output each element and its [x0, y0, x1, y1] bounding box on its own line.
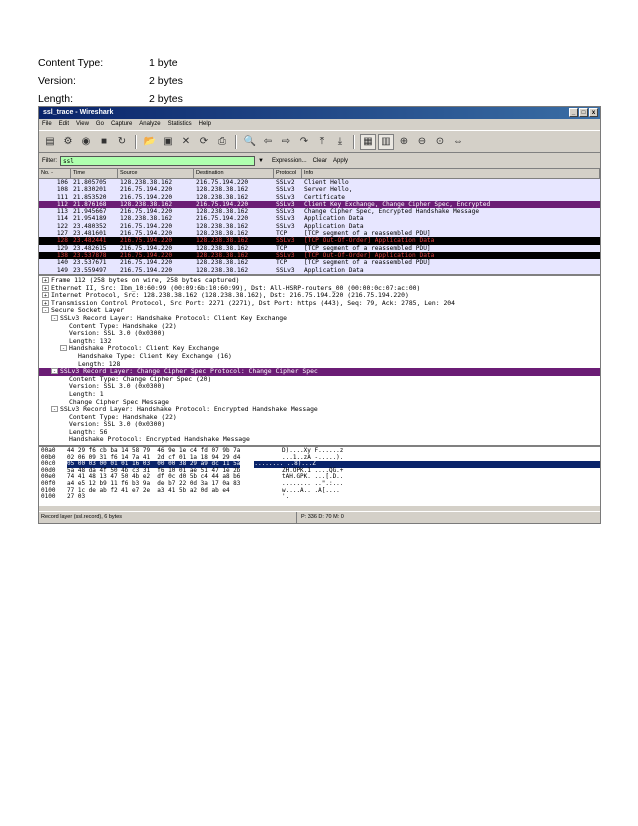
- menu-statistics[interactable]: Statistics: [167, 121, 192, 127]
- detail-line[interactable]: [39, 421, 600, 429]
- packet-source: 128.238.38.162: [120, 200, 173, 208]
- packet-row[interactable]: [39, 186, 600, 193]
- collapse-icon[interactable]: -: [52, 407, 56, 414]
- packet-no: 112: [56, 200, 68, 208]
- wireshark-window: [38, 106, 601, 524]
- packet-protocol: SSLv3: [276, 200, 295, 208]
- packet-row[interactable]: [39, 267, 600, 274]
- packet-info: [TCP segment of a reassembled PDU]: [304, 244, 431, 252]
- packet-time: 21.876168: [73, 200, 107, 208]
- packet-protocol: SSLv3: [276, 266, 295, 274]
- main-toolbar: [39, 130, 600, 153]
- menu-bar: [39, 119, 600, 130]
- packet-no: 111: [56, 193, 68, 201]
- column-time[interactable]: Time: [71, 169, 118, 178]
- hex-ascii[interactable]: ...1..zA -.....).: [282, 453, 344, 461]
- detail-text: SSLv3 Record Layer: Handshake Protocol: Client Key Exchange: [60, 313, 288, 322]
- packet-row[interactable]: [39, 237, 600, 244]
- doc-field-label: Content Type:: [38, 57, 104, 69]
- go-first-icon[interactable]: ⤒: [319, 136, 325, 147]
- packet-details-tree: [39, 276, 600, 447]
- column-info[interactable]: Info: [302, 169, 600, 178]
- hex-offset: 00b0: [41, 453, 56, 461]
- expand-icon[interactable]: +: [43, 278, 47, 284]
- packet-list: [39, 179, 600, 276]
- start-capture-icon[interactable]: ◉: [81, 136, 91, 147]
- packet-source: 216.75.194.220: [120, 186, 173, 194]
- print-icon[interactable]: ⎙: [218, 136, 226, 147]
- packet-protocol: TCP: [276, 230, 288, 238]
- hex-offset: 00d0: [41, 466, 56, 474]
- toolbar-separator: [353, 135, 355, 149]
- packet-no: 129: [56, 244, 68, 252]
- detail-text: Handshake Protocol: Client Key Exchange: [69, 344, 220, 353]
- packet-protocol: SSLv3: [276, 251, 295, 259]
- menu-help[interactable]: Help: [198, 121, 212, 127]
- packet-time: 23.480352: [73, 222, 107, 230]
- packet-source: 128.238.38.162: [120, 179, 173, 186]
- packet-destination: 128.238.38.162: [196, 237, 249, 245]
- packet-info: [TCP Out-Of-Order] Application Data: [304, 251, 435, 259]
- hex-bytes[interactable]: 05 00 03 00 01 01 16 03 00 00 38 29 a9 dc 11 5a: [67, 460, 241, 468]
- packet-no: 108: [56, 186, 68, 194]
- packet-time: 23.482615: [73, 244, 107, 252]
- packet-time: 21.945667: [73, 208, 107, 216]
- packet-info: Application Data: [304, 215, 364, 223]
- detail-text: Content Type: Handshake (22): [69, 321, 177, 330]
- packet-destination: 128.238.38.162: [196, 266, 249, 274]
- column-protocol[interactable]: Protocol: [274, 169, 302, 178]
- expand-icon[interactable]: +: [43, 293, 47, 300]
- hex-row: [39, 488, 600, 495]
- detail-text: Secure Socket Layer: [51, 306, 125, 315]
- detail-text: Content Type: Handshake (22): [69, 412, 177, 421]
- detail-text: SSLv3 Record Layer: Handshake Protocol: Encrypted Handshake Message: [60, 405, 318, 414]
- column-source[interactable]: Source: [118, 169, 194, 178]
- packet-time: 23.537878: [73, 251, 107, 259]
- detail-line[interactable]: [39, 383, 600, 391]
- menu-go[interactable]: Go: [95, 121, 104, 127]
- packet-source: 216.75.194.220: [120, 230, 173, 238]
- detail-line[interactable]: [39, 353, 600, 361]
- packet-time: 23.481601: [73, 230, 107, 238]
- packet-destination: 216.75.194.220: [196, 179, 249, 186]
- interface-list-icon[interactable]: ▤: [45, 136, 55, 147]
- go-to-packet-icon[interactable]: ↷: [299, 136, 309, 147]
- detail-text: Length: 128: [78, 359, 121, 368]
- packet-destination: 128.238.38.162: [196, 244, 249, 252]
- packet-no: 138: [56, 251, 68, 259]
- detail-text: Length: 1: [69, 389, 104, 398]
- packet-no: 114: [56, 215, 68, 223]
- packet-row[interactable]: [39, 194, 600, 201]
- hex-ascii[interactable]: ........ ..8)...Z: [254, 461, 600, 468]
- detail-text: Length: 56: [69, 427, 108, 436]
- status-bar: [39, 511, 600, 523]
- detail-text: Version: SSL 3.0 (0x0300): [69, 382, 166, 391]
- packet-source: 216.75.194.220: [120, 193, 173, 201]
- hex-ascii[interactable]: ........ ..".:...: [282, 479, 344, 487]
- packet-info: Client Key Exchange, Change Cipher Spec, Encrypted: [304, 200, 491, 208]
- collapse-icon[interactable]: -: [61, 346, 65, 353]
- capture-options-icon[interactable]: ⚙: [63, 136, 73, 147]
- resize-columns-icon[interactable]: ⇔: [453, 136, 463, 147]
- find-packet-icon[interactable]: 🔍: [243, 136, 257, 147]
- packet-source: 216.75.194.220: [120, 208, 173, 216]
- menu-view[interactable]: View: [76, 121, 89, 127]
- detail-text: Version: SSL 3.0 (0x0300): [69, 420, 166, 429]
- close-file-icon[interactable]: ✕: [181, 136, 191, 147]
- packet-time: 21.805705: [73, 179, 107, 186]
- window-title: ssl_trace - Wireshark: [43, 109, 114, 116]
- packet-info: Application Data: [304, 222, 364, 230]
- window-controls: [567, 107, 600, 119]
- packet-source: 216.75.194.220: [120, 251, 173, 259]
- doc-field-value: 2 bytes: [149, 75, 183, 87]
- go-last-icon[interactable]: ⤓: [337, 136, 343, 147]
- doc-field-content-type: [38, 54, 183, 72]
- packet-no: 127: [56, 230, 68, 238]
- packet-info: Application Data: [304, 266, 364, 274]
- packet-protocol: SSLv3: [276, 222, 295, 230]
- expand-icon[interactable]: +: [43, 285, 47, 292]
- packet-info: Certificate: [304, 193, 345, 201]
- open-file-icon[interactable]: 📂: [143, 136, 157, 147]
- packet-row[interactable]: [39, 230, 600, 237]
- reload-icon[interactable]: ⟳: [199, 136, 209, 147]
- collapse-icon[interactable]: -: [43, 308, 47, 315]
- packet-protocol: SSLv3: [276, 193, 295, 201]
- detail-text: Change Cipher Spec Message: [69, 397, 170, 406]
- auto-scroll-icon[interactable]: ▥: [378, 134, 394, 150]
- restart-capture-icon[interactable]: ↻: [117, 136, 127, 147]
- column-no[interactable]: No. -: [39, 169, 71, 178]
- packet-time: 21.954189: [73, 215, 107, 223]
- hex-bytes[interactable]: 02 06 09 31 f6 14 7a 41 2d cf 01 1a 18 94 29 d4: [67, 453, 241, 461]
- minimize-button[interactable]: _: [569, 108, 578, 117]
- detail-text: Transmission Control Protocol, Src Port: 2271 (2271), Dst Port: https (443), Seq: 79, Ack: 2785, Len: 204: [51, 298, 455, 307]
- collapse-icon[interactable]: -: [52, 369, 56, 376]
- packet-protocol: SSLv2: [276, 179, 295, 186]
- detail-text: Handshake Protocol: Encrypted Handshake Message: [69, 435, 250, 444]
- doc-field-version: [38, 72, 183, 90]
- go-forward-icon[interactable]: ⇨: [281, 136, 291, 147]
- packet-row[interactable]: [39, 179, 600, 186]
- doc-field-label: Length:: [38, 93, 74, 105]
- packet-protocol: TCP: [276, 244, 288, 252]
- detail-text: Version: SSL 3.0 (0x0300): [69, 329, 166, 338]
- hex-offset: 00c0: [41, 460, 56, 468]
- hex-ascii[interactable]: w....A.. .A[....: [282, 486, 340, 494]
- maximize-button[interactable]: □: [579, 108, 588, 117]
- detail-line[interactable]: [39, 330, 600, 338]
- status-field-info: Record layer (ssl.record), 6 bytes: [39, 512, 297, 523]
- packet-source: 128.238.38.162: [120, 215, 173, 223]
- menu-analyze[interactable]: Analyze: [139, 121, 161, 127]
- packet-source: 216.75.194.220: [120, 266, 173, 274]
- detail-text: SSLv3 Record Layer: Change Cipher Spec Protocol: Change Cipher Spec: [60, 367, 318, 376]
- packet-time: 21.853520: [73, 193, 107, 201]
- packet-protocol: SSLv3: [276, 237, 295, 245]
- menu-capture[interactable]: Capture: [110, 121, 133, 127]
- packet-row[interactable]: [39, 201, 600, 208]
- hex-row: [39, 494, 600, 501]
- hex-bytes[interactable]: 5a 48 da 4f 50 4b c3 31 f6 10 01 ae 51 47 1e 2b: [67, 466, 241, 474]
- packet-destination: 216.75.194.220: [196, 200, 249, 208]
- close-button[interactable]: x: [589, 108, 598, 117]
- status-packet-counts: P: 336 D: 70 M: 0: [301, 514, 344, 520]
- packet-bytes-pane: [39, 447, 600, 506]
- packet-protocol: SSLv3: [276, 215, 295, 223]
- toolbar-separator: [135, 135, 137, 149]
- packet-destination: 128.238.38.162: [196, 230, 249, 238]
- window-titlebar[interactable]: [39, 107, 600, 119]
- packet-no: 149: [56, 266, 68, 274]
- hex-ascii[interactable]: D)....Xy F......z: [282, 447, 344, 454]
- doc-field-value: 2 bytes: [149, 93, 183, 105]
- packet-info: Client Hello: [304, 179, 349, 186]
- column-destination[interactable]: Destination: [194, 169, 274, 178]
- packet-source: 216.75.194.220: [120, 259, 173, 267]
- packet-row[interactable]: [39, 208, 600, 215]
- doc-field-label: Version:: [38, 75, 76, 87]
- hex-bytes[interactable]: 77 1c de ab f2 41 e7 2e a3 41 5b a2 0d ab e4: [67, 486, 230, 494]
- packet-source: 216.75.194.220: [120, 244, 173, 252]
- packet-source: 216.75.194.220: [120, 222, 173, 230]
- apply-button[interactable]: Apply: [332, 157, 348, 164]
- packet-row[interactable]: [39, 215, 600, 222]
- expand-icon[interactable]: +: [43, 300, 47, 307]
- packet-row[interactable]: [39, 245, 600, 252]
- detail-text: Handshake Type: Client Key Exchange (16): [78, 351, 232, 360]
- packet-destination: 128.238.38.162: [196, 222, 249, 230]
- menu-file[interactable]: File: [42, 121, 52, 127]
- packet-no: 106: [56, 179, 68, 186]
- zoom-in-icon[interactable]: ⊕: [399, 136, 409, 147]
- filter-input[interactable]: ssl: [60, 156, 255, 166]
- packet-no: 122: [56, 222, 68, 230]
- packet-info: Change Cipher Spec, Encrypted Handshake Message: [304, 208, 480, 216]
- packet-destination: 128.238.38.162: [196, 193, 249, 201]
- collapse-icon[interactable]: -: [52, 315, 56, 322]
- detail-text: Ethernet II, Src: Ibm_10:60:99 (00:09:6b:10:60:99), Dst: All-HSRP-routers_00 (00:00:0c:07:ac:00): [51, 283, 421, 292]
- packet-info: [TCP segment of a reassembled PDU]: [304, 259, 431, 267]
- go-back-icon[interactable]: ⇦: [263, 136, 273, 147]
- filter-label: Filter:: [42, 157, 57, 164]
- detail-text: Internet Protocol, Src: 128.238.38.162 (128.238.38.162), Dst: 216.75.194.220 (216.75.194.220): [51, 291, 409, 300]
- toolbar-separator: [235, 135, 237, 149]
- packet-destination: 128.238.38.162: [196, 259, 249, 267]
- packet-time: 21.830201: [73, 186, 107, 194]
- packet-no: 128: [56, 237, 68, 245]
- packet-no: 140: [56, 259, 68, 267]
- normal-size-icon[interactable]: ⊙: [435, 136, 445, 147]
- packet-destination: 128.238.38.162: [196, 208, 249, 216]
- hex-bytes[interactable]: 44 29 f6 cb ba 14 58 79 46 9e 1e c4 fd 07 9b 7a: [67, 447, 241, 454]
- hex-bytes[interactable]: 27 03: [67, 493, 86, 501]
- packet-row[interactable]: [39, 252, 600, 259]
- menu-edit[interactable]: Edit: [58, 121, 70, 127]
- doc-field-value: 1 byte: [149, 57, 178, 69]
- filter-dropdown-icon[interactable]: ▼: [258, 157, 264, 164]
- packet-destination: 128.238.38.162: [196, 186, 249, 194]
- hex-offset: 00e0: [41, 473, 56, 481]
- hex-bytes[interactable]: 74 41 48 13 47 50 4b e2 df 0c d0 5b c4 44 a8 b6: [67, 473, 241, 481]
- detail-text: Length: 132: [69, 336, 112, 345]
- packet-destination: 216.75.194.220: [196, 215, 249, 223]
- packet-protocol: SSLv3: [276, 186, 295, 194]
- detail-line[interactable]: [39, 436, 600, 444]
- hex-ascii[interactable]: tAH.GPK. ...[.D..: [282, 473, 344, 481]
- hex-bytes[interactable]: a4 e5 12 b9 11 f6 b3 9a de b7 22 0d 3a 17 0a 83: [67, 479, 241, 487]
- hex-offset: 00f0: [41, 479, 56, 487]
- hex-ascii[interactable]: '.: [282, 493, 290, 501]
- packet-info: [TCP segment of a reassembled PDU]: [304, 230, 431, 238]
- packet-time: 23.559497: [73, 266, 107, 274]
- packet-time: 23.537671: [73, 259, 107, 267]
- hex-offset: 0100: [41, 486, 56, 494]
- document-field-list: [38, 54, 183, 108]
- packet-list-header: [39, 169, 600, 179]
- stop-capture-icon[interactable]: ■: [100, 136, 108, 147]
- clear-button[interactable]: Clear: [312, 157, 327, 164]
- detail-text: Frame 112 (258 bytes on wire, 258 bytes captured): [51, 276, 240, 284]
- hex-offset: 0100: [41, 493, 56, 501]
- zoom-out-icon[interactable]: ⊖: [417, 136, 427, 147]
- packet-row[interactable]: [39, 259, 600, 266]
- packet-protocol: TCP: [276, 259, 288, 267]
- hex-ascii[interactable]: ZH.OPK.1 ....QG.+: [282, 466, 344, 474]
- save-file-icon[interactable]: ▣: [163, 136, 173, 147]
- detail-text: Content Type: Change Cipher Spec (20): [69, 374, 212, 383]
- packet-info: Server Hello,: [304, 186, 353, 194]
- colorize-icon[interactable]: ▦: [360, 134, 376, 150]
- packet-info: [TCP Out-Of-Order] Application Data: [304, 237, 435, 245]
- packet-destination: 128.238.38.162: [196, 251, 249, 259]
- packet-row[interactable]: [39, 223, 600, 230]
- expression-button[interactable]: Expression...: [271, 157, 307, 164]
- packet-protocol: SSLv3: [276, 208, 295, 216]
- packet-time: 23.482441: [73, 237, 107, 245]
- hex-offset: 00a0: [41, 447, 56, 454]
- packet-no: 113: [56, 208, 68, 216]
- filter-bar: [39, 153, 600, 169]
- packet-source: 216.75.194.220: [120, 237, 173, 245]
